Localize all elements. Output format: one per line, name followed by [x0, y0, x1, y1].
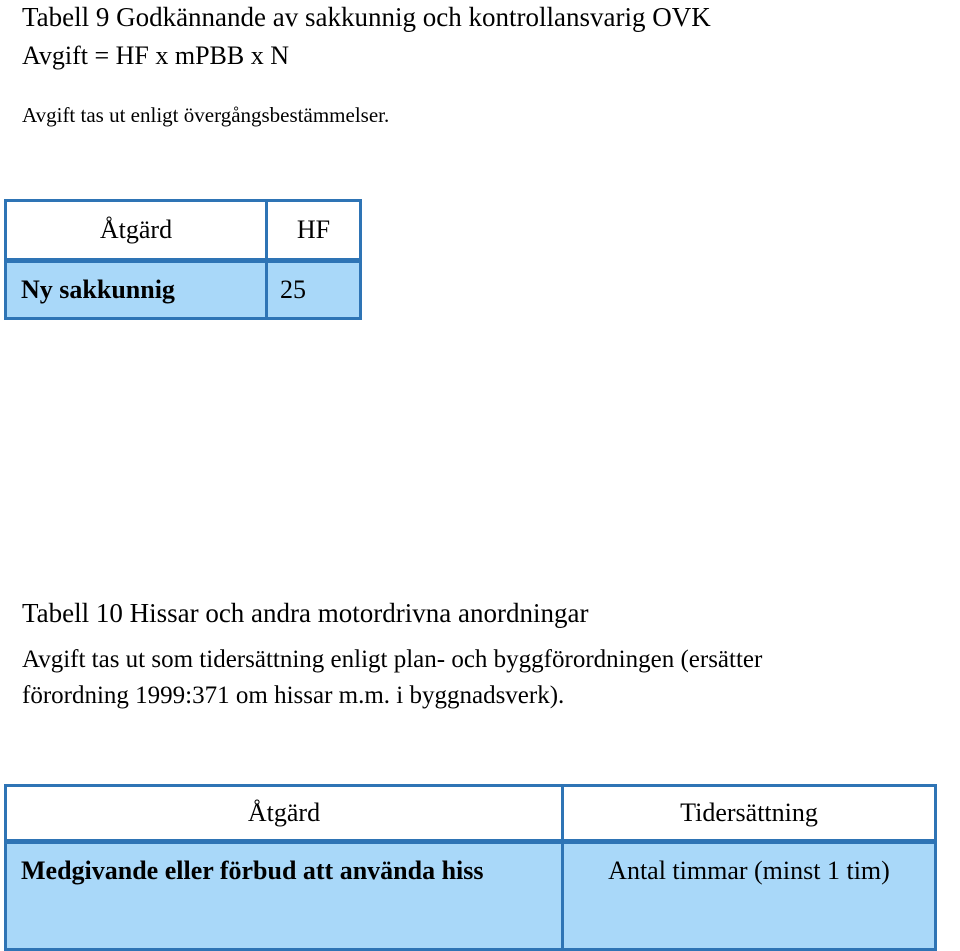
section9-formula: Avgift = HF x mPBB x N: [22, 41, 289, 70]
cell-hf: 25: [267, 261, 361, 319]
column-header-atgard: Åtgärd: [6, 786, 563, 842]
table-row: [6, 842, 936, 950]
column-header-atgard: Åtgärd: [6, 201, 267, 261]
table-row: [6, 261, 361, 319]
column-header-hf: HF: [267, 201, 361, 261]
section10-description-line2: förordning 1999:371 om hissar m.m. i byggnadsverk).: [22, 682, 565, 709]
cell-atgard: Medgivande eller förbud att använda hiss: [6, 842, 563, 950]
section9-title: Tabell 9 Godkännande av sakkunnig och kontrollansvarig OVK: [22, 2, 711, 32]
cell-atgard: Ny sakkunnig: [6, 261, 267, 319]
table-header-row: [6, 786, 936, 842]
table-header-row: [6, 201, 361, 261]
section10-title: Tabell 10 Hissar och andra motordrivna anordningar: [22, 598, 589, 628]
cell-tidersattning: Antal timmar (minst 1 tim): [563, 842, 936, 950]
section10-description-line1: Avgift tas ut som tidersättning enligt plan- och byggförordningen (ersätter: [22, 646, 763, 673]
section9-note: Avgift tas ut enligt övergångsbestämmelser.: [22, 103, 390, 127]
table-10: [4, 784, 937, 951]
table-9: [4, 199, 362, 320]
column-header-tidersattning: Tidersättning: [563, 786, 936, 842]
